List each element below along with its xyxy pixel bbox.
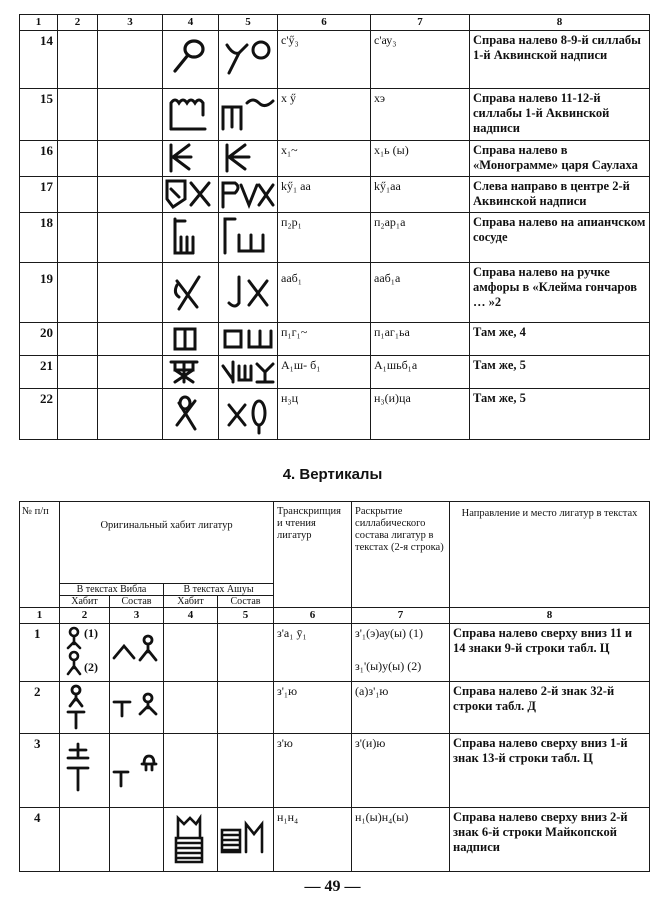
table-row (20, 356, 650, 389)
header-number: № п/п (20, 502, 60, 608)
ligature-glyph (163, 89, 219, 141)
empty-cell (58, 89, 98, 141)
reading-line: з₁'(ы)у(ы) (2) (355, 659, 422, 673)
variant-mark: (2) (84, 660, 98, 674)
reading: х₁ь (ы) (371, 141, 470, 177)
col-header: 8 (470, 15, 650, 31)
reading: п₁аг₁ьа (371, 323, 470, 356)
reading: н₃(и)ца (371, 389, 470, 440)
empty-cell (58, 356, 98, 389)
empty-cell (98, 31, 163, 89)
reading: хэ (371, 89, 470, 141)
empty-cell (98, 89, 163, 141)
table2-number-row (20, 608, 650, 624)
table1-header-row (20, 15, 650, 31)
reading: А₁шьб₁а (371, 356, 470, 389)
transcription: А₁ш- б₁ (278, 356, 371, 389)
ligature-glyph (219, 213, 278, 263)
transcription: н₃ц (278, 389, 371, 440)
row-number: 19 (20, 263, 58, 323)
col-number: 6 (274, 608, 352, 624)
empty-cell (98, 213, 163, 263)
empty-cell (58, 141, 98, 177)
transcription: п₁г₁~ (278, 323, 371, 356)
reading: с'ау₃ (371, 31, 470, 89)
header-syllabic-reveal: Раскрытие силлабического состава лигатур в текстах (2-я строка) (352, 502, 450, 608)
transcription: з'а₁ ӯ₁ (274, 624, 352, 682)
empty-cell (58, 177, 98, 213)
description: Там же, 5 (470, 356, 650, 389)
table-row (20, 213, 650, 263)
ligature-glyph (60, 624, 110, 682)
ligature-glyph (60, 734, 110, 808)
table-row (20, 808, 650, 872)
col-number: 1 (20, 608, 60, 624)
reading: kӳ₁аа (371, 177, 470, 213)
row-number: 4 (20, 808, 60, 872)
empty-cell (110, 808, 164, 872)
row-number: 18 (20, 213, 58, 263)
row-number: 3 (20, 734, 60, 808)
table-row (20, 734, 650, 808)
description: Справа налево 11-12-й силлабы 1-й Аквинской надписи (470, 89, 650, 141)
ligature-table-horizontal (19, 14, 650, 440)
description: Справа налево сверху вниз 2-й знак 6-й строки Майкопской надписи (450, 808, 650, 872)
ligature-glyph (219, 323, 278, 356)
col-header: 1 (20, 15, 58, 31)
reading: н₁(ы)н₄(ы) (352, 808, 450, 872)
reading (352, 624, 450, 682)
ligature-glyph (219, 89, 278, 141)
empty-cell (58, 213, 98, 263)
header-ashuy: В текстах Ашуы (164, 584, 274, 596)
empty-cell (164, 624, 218, 682)
variant-mark: (1) (84, 626, 98, 640)
transcription: kӳ₁ аа (278, 177, 371, 213)
ligature-glyph (163, 356, 219, 389)
ligature-glyph (163, 31, 219, 89)
ligature-glyph (219, 31, 278, 89)
header-composition: Состав (218, 596, 274, 608)
ligature-glyph (219, 177, 278, 213)
table-row (20, 389, 650, 440)
section-title: 4. Вертикалы (282, 466, 383, 483)
transcription: з'₁ю (274, 682, 352, 734)
ligature-glyph (110, 682, 164, 734)
ligature-glyph (60, 682, 110, 734)
reading: з'(и)ю (352, 734, 450, 808)
header-bibla: В текстах Вибла (60, 584, 164, 596)
reading: ааб₁а (371, 263, 470, 323)
row-number: 21 (20, 356, 58, 389)
description: Справа налево сверху вниз 1-й знак 13-й строки табл. Ц (450, 734, 650, 808)
col-header: 5 (219, 15, 278, 31)
description: Там же, 4 (470, 323, 650, 356)
ligature-glyph (163, 323, 219, 356)
description: Там же, 5 (470, 389, 650, 440)
transcription: х₁~ (278, 141, 371, 177)
empty-cell (98, 323, 163, 356)
table-row (20, 682, 650, 734)
header-composition: Состав (110, 596, 164, 608)
ligature-glyph (110, 624, 164, 682)
table-row (20, 141, 650, 177)
row-number: 17 (20, 177, 58, 213)
description: Справа налево 2-й знак 32-й строки табл. Д (450, 682, 650, 734)
header-original-habit: Оригинальный хабит лигатур (60, 502, 274, 584)
ligature-glyph (163, 389, 219, 440)
empty-cell (218, 734, 274, 808)
col-header: 3 (98, 15, 163, 31)
empty-cell (218, 624, 274, 682)
empty-cell (164, 734, 218, 808)
empty-cell (218, 682, 274, 734)
row-number: 20 (20, 323, 58, 356)
table-row (20, 177, 650, 213)
transcription: п₂р₁ (278, 213, 371, 263)
empty-cell (164, 682, 218, 734)
ligature-glyph (163, 141, 219, 177)
table-row (20, 89, 650, 141)
empty-cell (98, 263, 163, 323)
transcription: х ӳ (278, 89, 371, 141)
reading: (а)з'₁ю (352, 682, 450, 734)
row-number: 16 (20, 141, 58, 177)
col-header: 2 (58, 15, 98, 31)
row-number: 15 (20, 89, 58, 141)
table-row (20, 263, 650, 323)
ligature-glyph (163, 177, 219, 213)
transcription: з'ю (274, 734, 352, 808)
description: Справа налево 8-9-й силлабы 1-й Аквинской надписи (470, 31, 650, 89)
row-number: 2 (20, 682, 60, 734)
empty-cell (98, 356, 163, 389)
ligature-glyph (164, 808, 218, 872)
empty-cell (60, 808, 110, 872)
col-number: 4 (164, 608, 218, 624)
ligature-glyph (163, 213, 219, 263)
row-number: 14 (20, 31, 58, 89)
table-row (20, 31, 650, 89)
col-number: 8 (450, 608, 650, 624)
empty-cell (58, 389, 98, 440)
header-direction: Направление и место лигатур в текстах (450, 502, 650, 608)
description: Справа налево сверху вниз 11 и 14 знаки 9-й строки табл. Ц (450, 624, 650, 682)
table-row (20, 323, 650, 356)
description: Справа налево на апианчском сосуде (470, 213, 650, 263)
transcription: с'ӳ₃ (278, 31, 371, 89)
description: Справа налево на ручке амфоры в «Клейма гончаров … »2 (470, 263, 650, 323)
ligature-glyph (219, 141, 278, 177)
ligature-glyph (163, 263, 219, 323)
col-number: 5 (218, 608, 274, 624)
col-number: 2 (60, 608, 110, 624)
header-habit: Хабит (164, 596, 218, 608)
table2-header-top (20, 502, 650, 584)
ligature-glyph (219, 263, 278, 323)
page-number: — 49 — (304, 878, 361, 895)
ligature-glyph (110, 734, 164, 808)
ligature-glyph (219, 389, 278, 440)
row-number: 1 (20, 624, 60, 682)
row-number: 22 (20, 389, 58, 440)
col-number: 7 (352, 608, 450, 624)
transcription: ааб₁ (278, 263, 371, 323)
col-header: 4 (163, 15, 219, 31)
col-header: 7 (371, 15, 470, 31)
header-transcription: Транскрипция и чтения лигатур (274, 502, 352, 608)
col-header: 6 (278, 15, 371, 31)
header-habit: Хабит (60, 596, 110, 608)
reading-line: з'₁(э)ау(ы) (1) (355, 626, 424, 640)
ligature-table-vertical (19, 501, 650, 872)
empty-cell (58, 323, 98, 356)
description: Справа налево в «Монограмме» царя Саулаха (470, 141, 650, 177)
empty-cell (58, 31, 98, 89)
ligature-glyph (219, 356, 278, 389)
ligature-glyph (218, 808, 274, 872)
empty-cell (58, 263, 98, 323)
table-row (20, 624, 650, 682)
reading: п₂ар₁а (371, 213, 470, 263)
empty-cell (98, 141, 163, 177)
empty-cell (98, 389, 163, 440)
description: Слева направо в центре 2-й Аквинской надписи (470, 177, 650, 213)
empty-cell (98, 177, 163, 213)
col-number: 3 (110, 608, 164, 624)
transcription: н₁н₄ (274, 808, 352, 872)
